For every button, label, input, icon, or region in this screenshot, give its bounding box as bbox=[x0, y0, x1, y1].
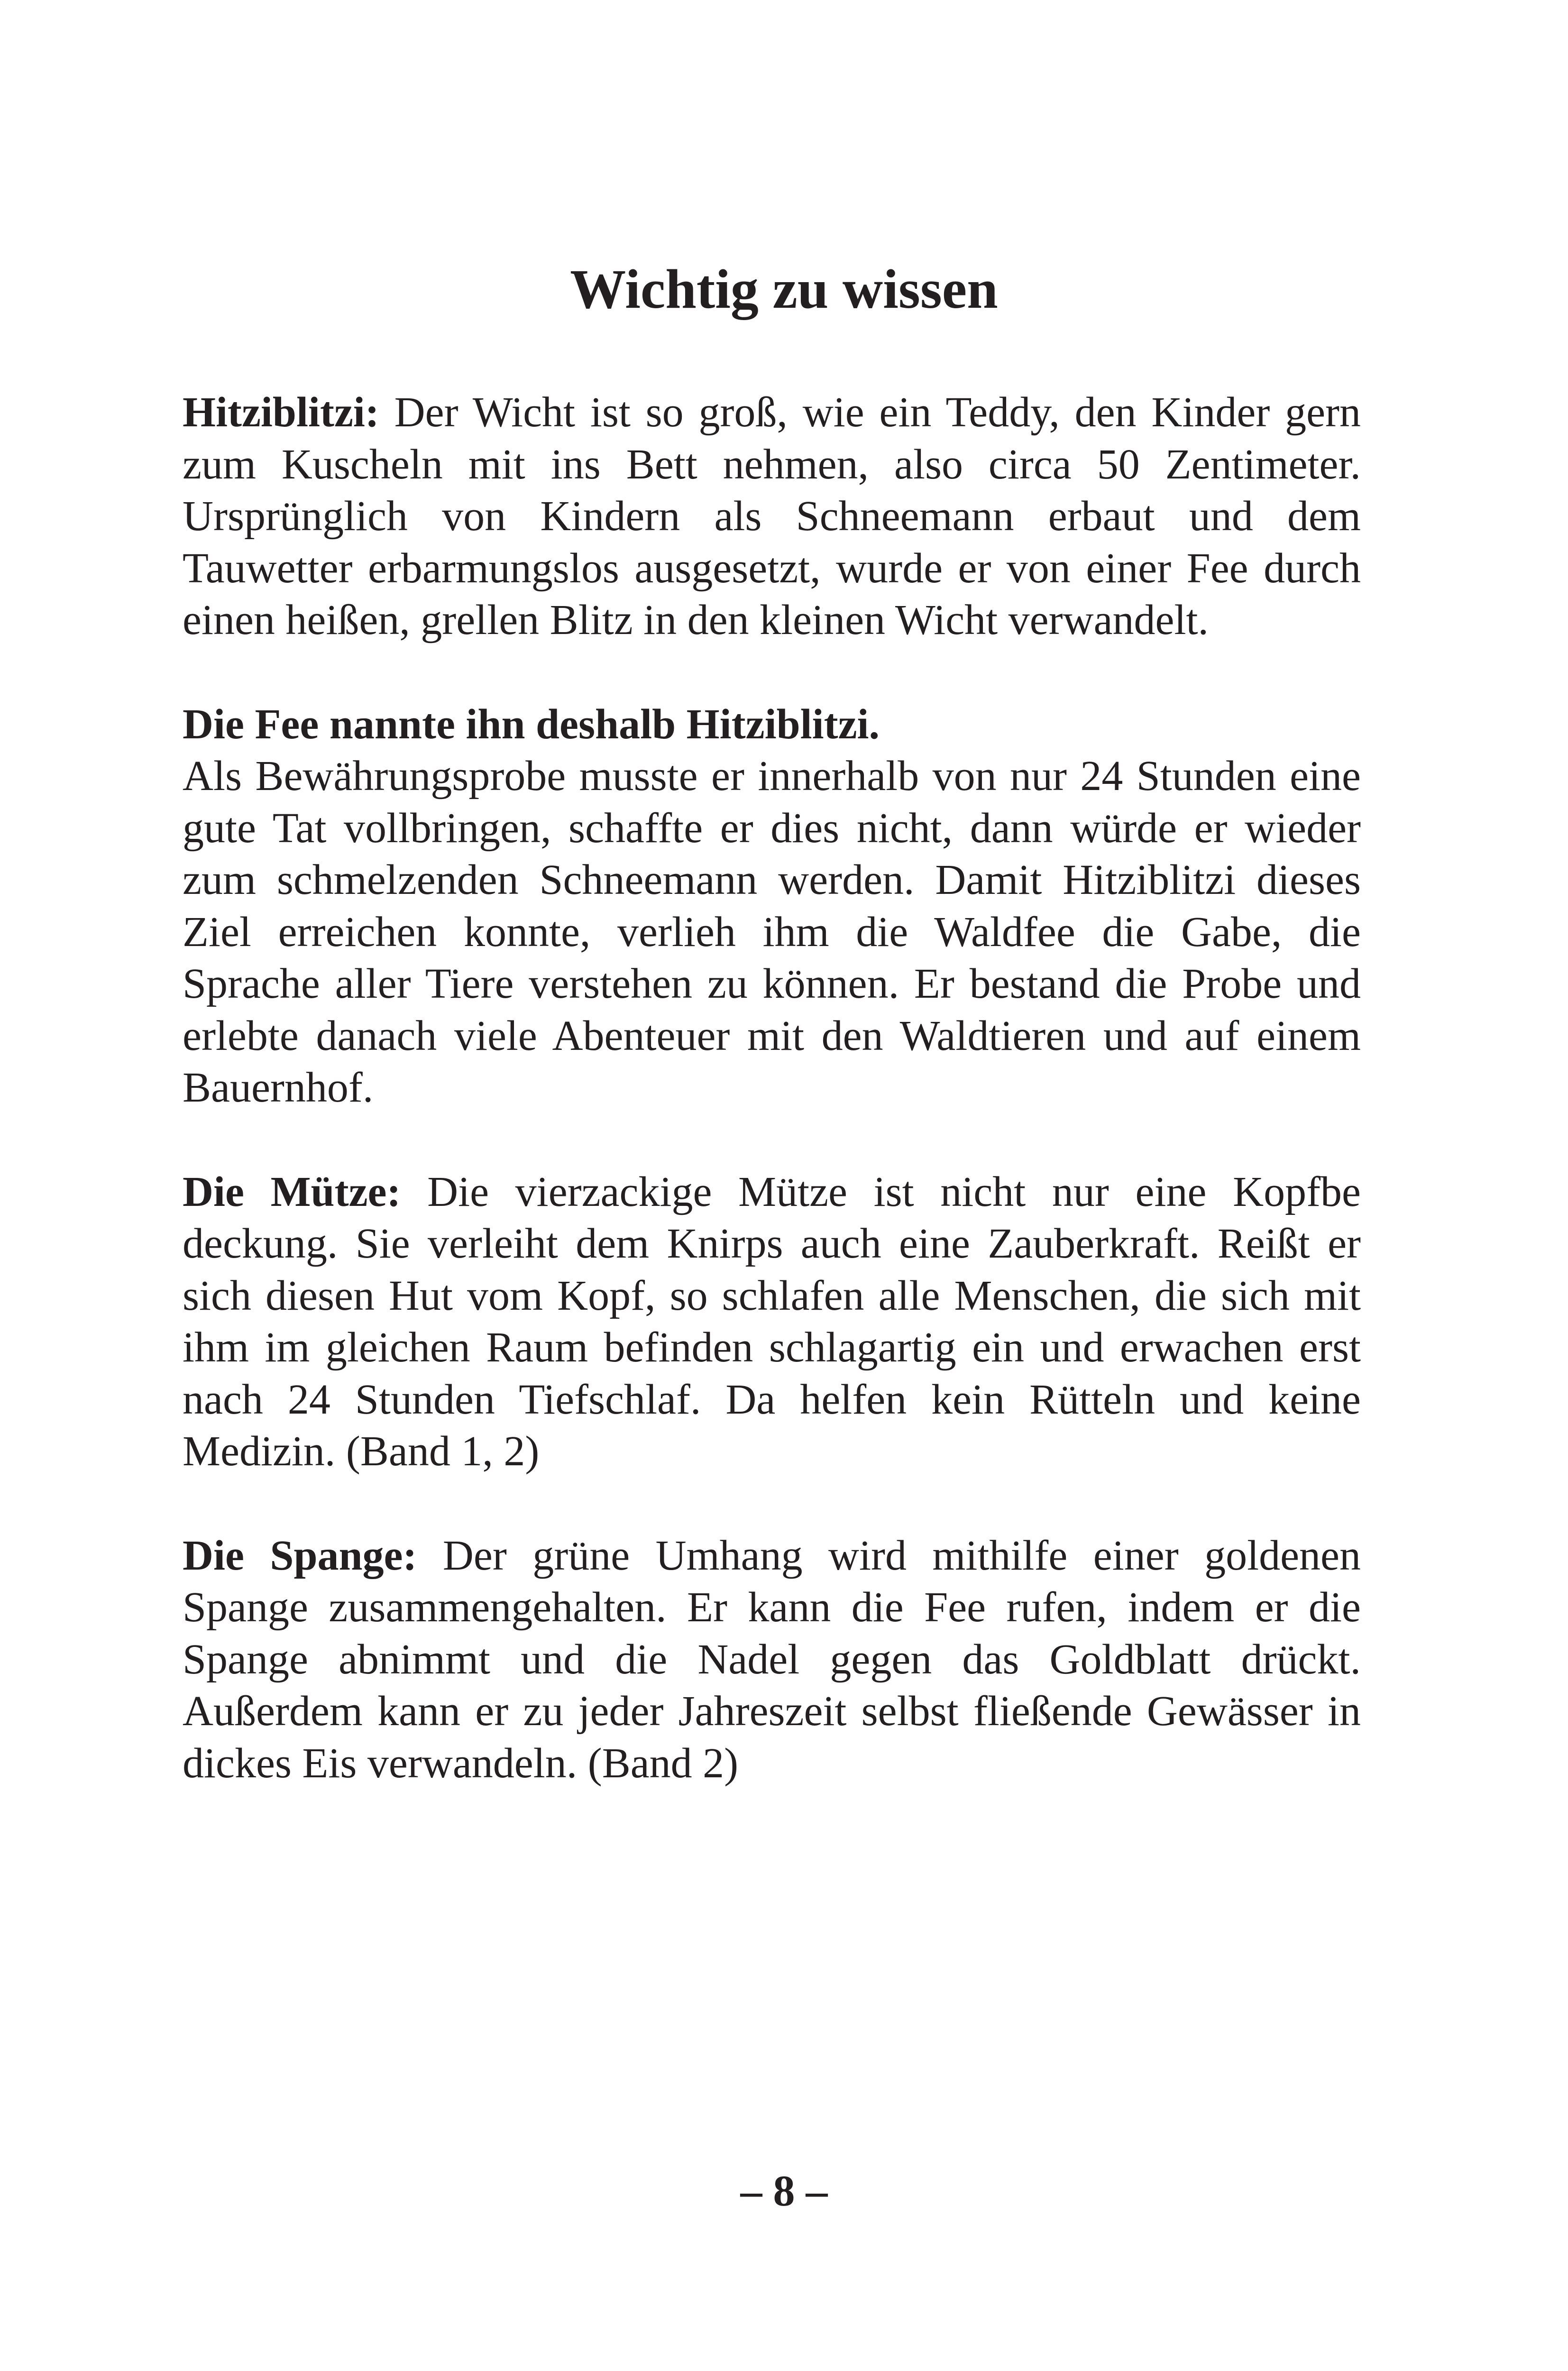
section-term: Die Mütze: bbox=[183, 1168, 401, 1215]
section-fee bbox=[183, 698, 1361, 1114]
page-content bbox=[183, 386, 1361, 1841]
section-term: Die Spange: bbox=[183, 1532, 417, 1579]
section-text: Der grüne Umhang wird mithilfe einer goldenen Spange zusammengehalten. Er kann die Fee rufen, indem er die Spange abnimmt und die Nadel gegen das Goldblatt drückt. Außerdem kann er zu jeder Jahreszeit selbst fließende Gewässer in dickes Eis verwandeln. (Band 2) bbox=[183, 1532, 1361, 1787]
section-lead: Die Fee nannte ihn deshalb Hitziblitzi. bbox=[183, 700, 880, 748]
paragraph: Als Bewährungsprobe musste er innerhalb von nur 24 Stunden eine gute Tat vollbringen, schaffte er dies nicht, dann würde er wieder zum schmelzenden Schneemann werden. Damit Hitziblitzi dieses Ziel erreichen konnte, verlieh ihm die Waldfee die Gabe, die Sprache aller Tiere verstehen zu können. Er bestand die Probe und erlebte danach viele Abenteuer mit den Waldtieren und auf einem Bauernhof. bbox=[183, 753, 1361, 1111]
section-text: Die vierzackige Mütze ist nicht nur eine Kopfbe deckung. Sie verleiht dem Knirps auch eine Zauberkraft. Reißt er sich diesen Hut vom Kopf, so schlafen alle Menschen, die sich mit ihm im gleichen Raum befinden schlagartig ein und erwachen erst nach 24 Stunden Tiefschlaf. Da helfen kein Rütteln und keine Medizin. (Band 1, 2) bbox=[183, 1168, 1361, 1475]
section-hitziblitzi bbox=[183, 386, 1361, 646]
paragraph bbox=[183, 1530, 1361, 1790]
page-number: – 8 – bbox=[740, 2167, 828, 2215]
section-muetze bbox=[183, 1166, 1361, 1478]
paragraph bbox=[183, 386, 1361, 646]
section-term: Hitziblitzi: bbox=[183, 389, 379, 436]
paragraph bbox=[183, 1166, 1361, 1478]
section-spange bbox=[183, 1530, 1361, 1790]
section-text: Der Wicht ist so groß, wie ein Teddy, den Kinder gern zum Kuscheln mit ins Bett nehmen, also circa 50 Zentimeter. Ursprünglich von Kindern als Schneemann erbaut und dem Tauwetter erbarmungslos ausgesetzt, wurde er von einer Fee durch einen heißen, grellen Blitz in den kleinen Wicht verwandelt. bbox=[183, 389, 1361, 643]
page-title: Wichtig zu wissen bbox=[570, 258, 998, 320]
